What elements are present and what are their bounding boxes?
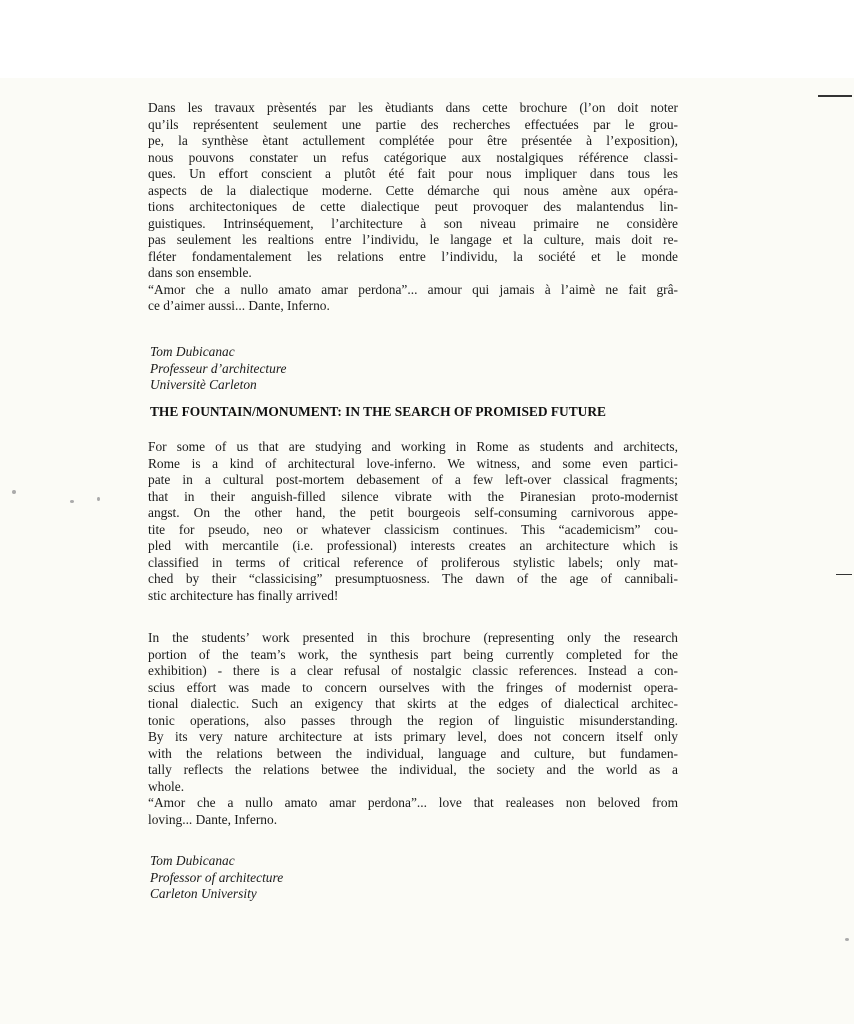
text-line: Rome is a kind of architectural love-inferno. We witness, and some even partici- — [148, 455, 678, 471]
text-line: pe, la synthèse ètant actullement complétée pour être présentée à l’exposition), — [148, 133, 678, 148]
text-line: ce d’aimer aussi... Dante, Inferno. — [148, 298, 330, 313]
text-line: “Amor che a nullo amato amar perdona”... amour qui jamais à l’aimè ne fait grâ- — [148, 281, 678, 297]
text-line: with the relations between the individual, language and culture, but fundamen- — [148, 745, 678, 761]
text-line: that in their anguish-filled silence vibrate with the Piranesian proto-modernist — [148, 488, 678, 504]
text-line: tally reflects the relations betwee the individual, the society and the world as a — [148, 762, 678, 777]
text-line: By its very nature architecture at ists primary level, does not concern itself only — [148, 729, 678, 744]
text-line: fléter fondamentalement les relations entre l’individu, la société et le monde — [148, 248, 678, 264]
text-line: ched by their “classicising” presumptuosness. The dawn of the age of cannibali- — [148, 571, 678, 586]
text-line: stic architecture has finally arrived! — [148, 587, 339, 603]
signature-institution: Universitè Carleton — [150, 377, 257, 392]
signature-name: Tom Dubicanac — [150, 344, 235, 359]
signature-institution: Carleton University — [150, 886, 257, 901]
text-line: tite for pseudo, neo or whatever classicism continues. This “academicism” cou- — [148, 521, 678, 537]
scan-speck — [97, 497, 100, 501]
scan-speck — [12, 490, 16, 494]
signature-name: Tom Dubicanac — [150, 853, 235, 868]
text-line: ques. Un effort conscient a plutôt été fait pour nous impliquer dans tous les — [148, 166, 678, 181]
text-line: nous pouvons constater un refus catégorique aux nostalgiques référence classi- — [148, 149, 678, 165]
text-line: In the students’ work presented in this brochure (representing only the research — [148, 630, 678, 645]
french-paragraph — [148, 100, 678, 315]
text-line: dans son ensemble. — [148, 265, 252, 280]
text-line: pate in a cultural post-mortem debasement of a few left-over classical fragments; — [148, 472, 678, 487]
section-heading: THE FOUNTAIN/MONUMENT: IN THE SEARCH OF PROMISED FUTURE — [150, 404, 606, 419]
text-line: tional dialectic. Such an exigency that skirts at the edges of dialectical architec- — [148, 696, 678, 711]
text-line: Dans les travaux prèsentés par les ètudiants dans cette brochure (l’on doit noter — [148, 100, 678, 115]
signature-title: Professeur d’architecture — [150, 360, 287, 376]
text-line: pled with mercantile (i.e. professional) interests creates an architecture which is — [148, 538, 678, 553]
english-signature — [150, 853, 283, 903]
text-line: tonic operations, also passes through the region of linguistic misunderstanding. — [148, 712, 678, 728]
english-paragraph-2 — [148, 630, 678, 828]
text-line: guistiques. Intrinséquement, l’architecture à son niveau primaire ne considère — [148, 215, 678, 231]
text-line: pas seulement les realtions entre l’individu, le langage et la culture, mais doit re- — [148, 232, 678, 247]
scan-speck — [845, 938, 849, 941]
text-line: scius effort was made to concern ourselves with the fringes of modernist opera- — [148, 679, 678, 695]
text-line: For some of us that are studying and working in Rome as students and architects, — [148, 439, 678, 454]
scan-speck — [70, 500, 74, 503]
text-line: “Amor che a nullo amato amar perdona”... love that realeases non beloved from — [148, 795, 678, 810]
signature-title: Professor of architecture — [150, 869, 284, 885]
scan-edge-mark — [818, 95, 852, 97]
english-paragraph-1 — [148, 439, 678, 604]
text-line: angst. On the other hand, the petit bourgeois self-consuming carnivorous appe- — [148, 505, 678, 520]
text-line: portion of the team’s work, the synthesis part being currently completed for the — [148, 646, 678, 662]
text-line: loving... Dante, Inferno. — [148, 811, 278, 827]
scan-edge-mark — [836, 574, 852, 575]
text-line: classified in terms of critical reference of proliferous stylistic labels; only mat- — [148, 554, 678, 570]
text-line: whole. — [148, 778, 185, 794]
french-signature — [150, 344, 286, 394]
text-line: tions architectoniques de cette dialectique peut provoquer des malantendus lin- — [148, 199, 678, 214]
text-line: exhibition) - there is a clear refusal of nostalgic classic references. Instead a con- — [148, 663, 678, 678]
text-line: qu’ils représentent seulement une partie des recherches effectuées par le grou- — [148, 116, 678, 132]
text-line: aspects de la dialectique moderne. Cette démarche qui nous amène aux opéra- — [148, 182, 678, 198]
